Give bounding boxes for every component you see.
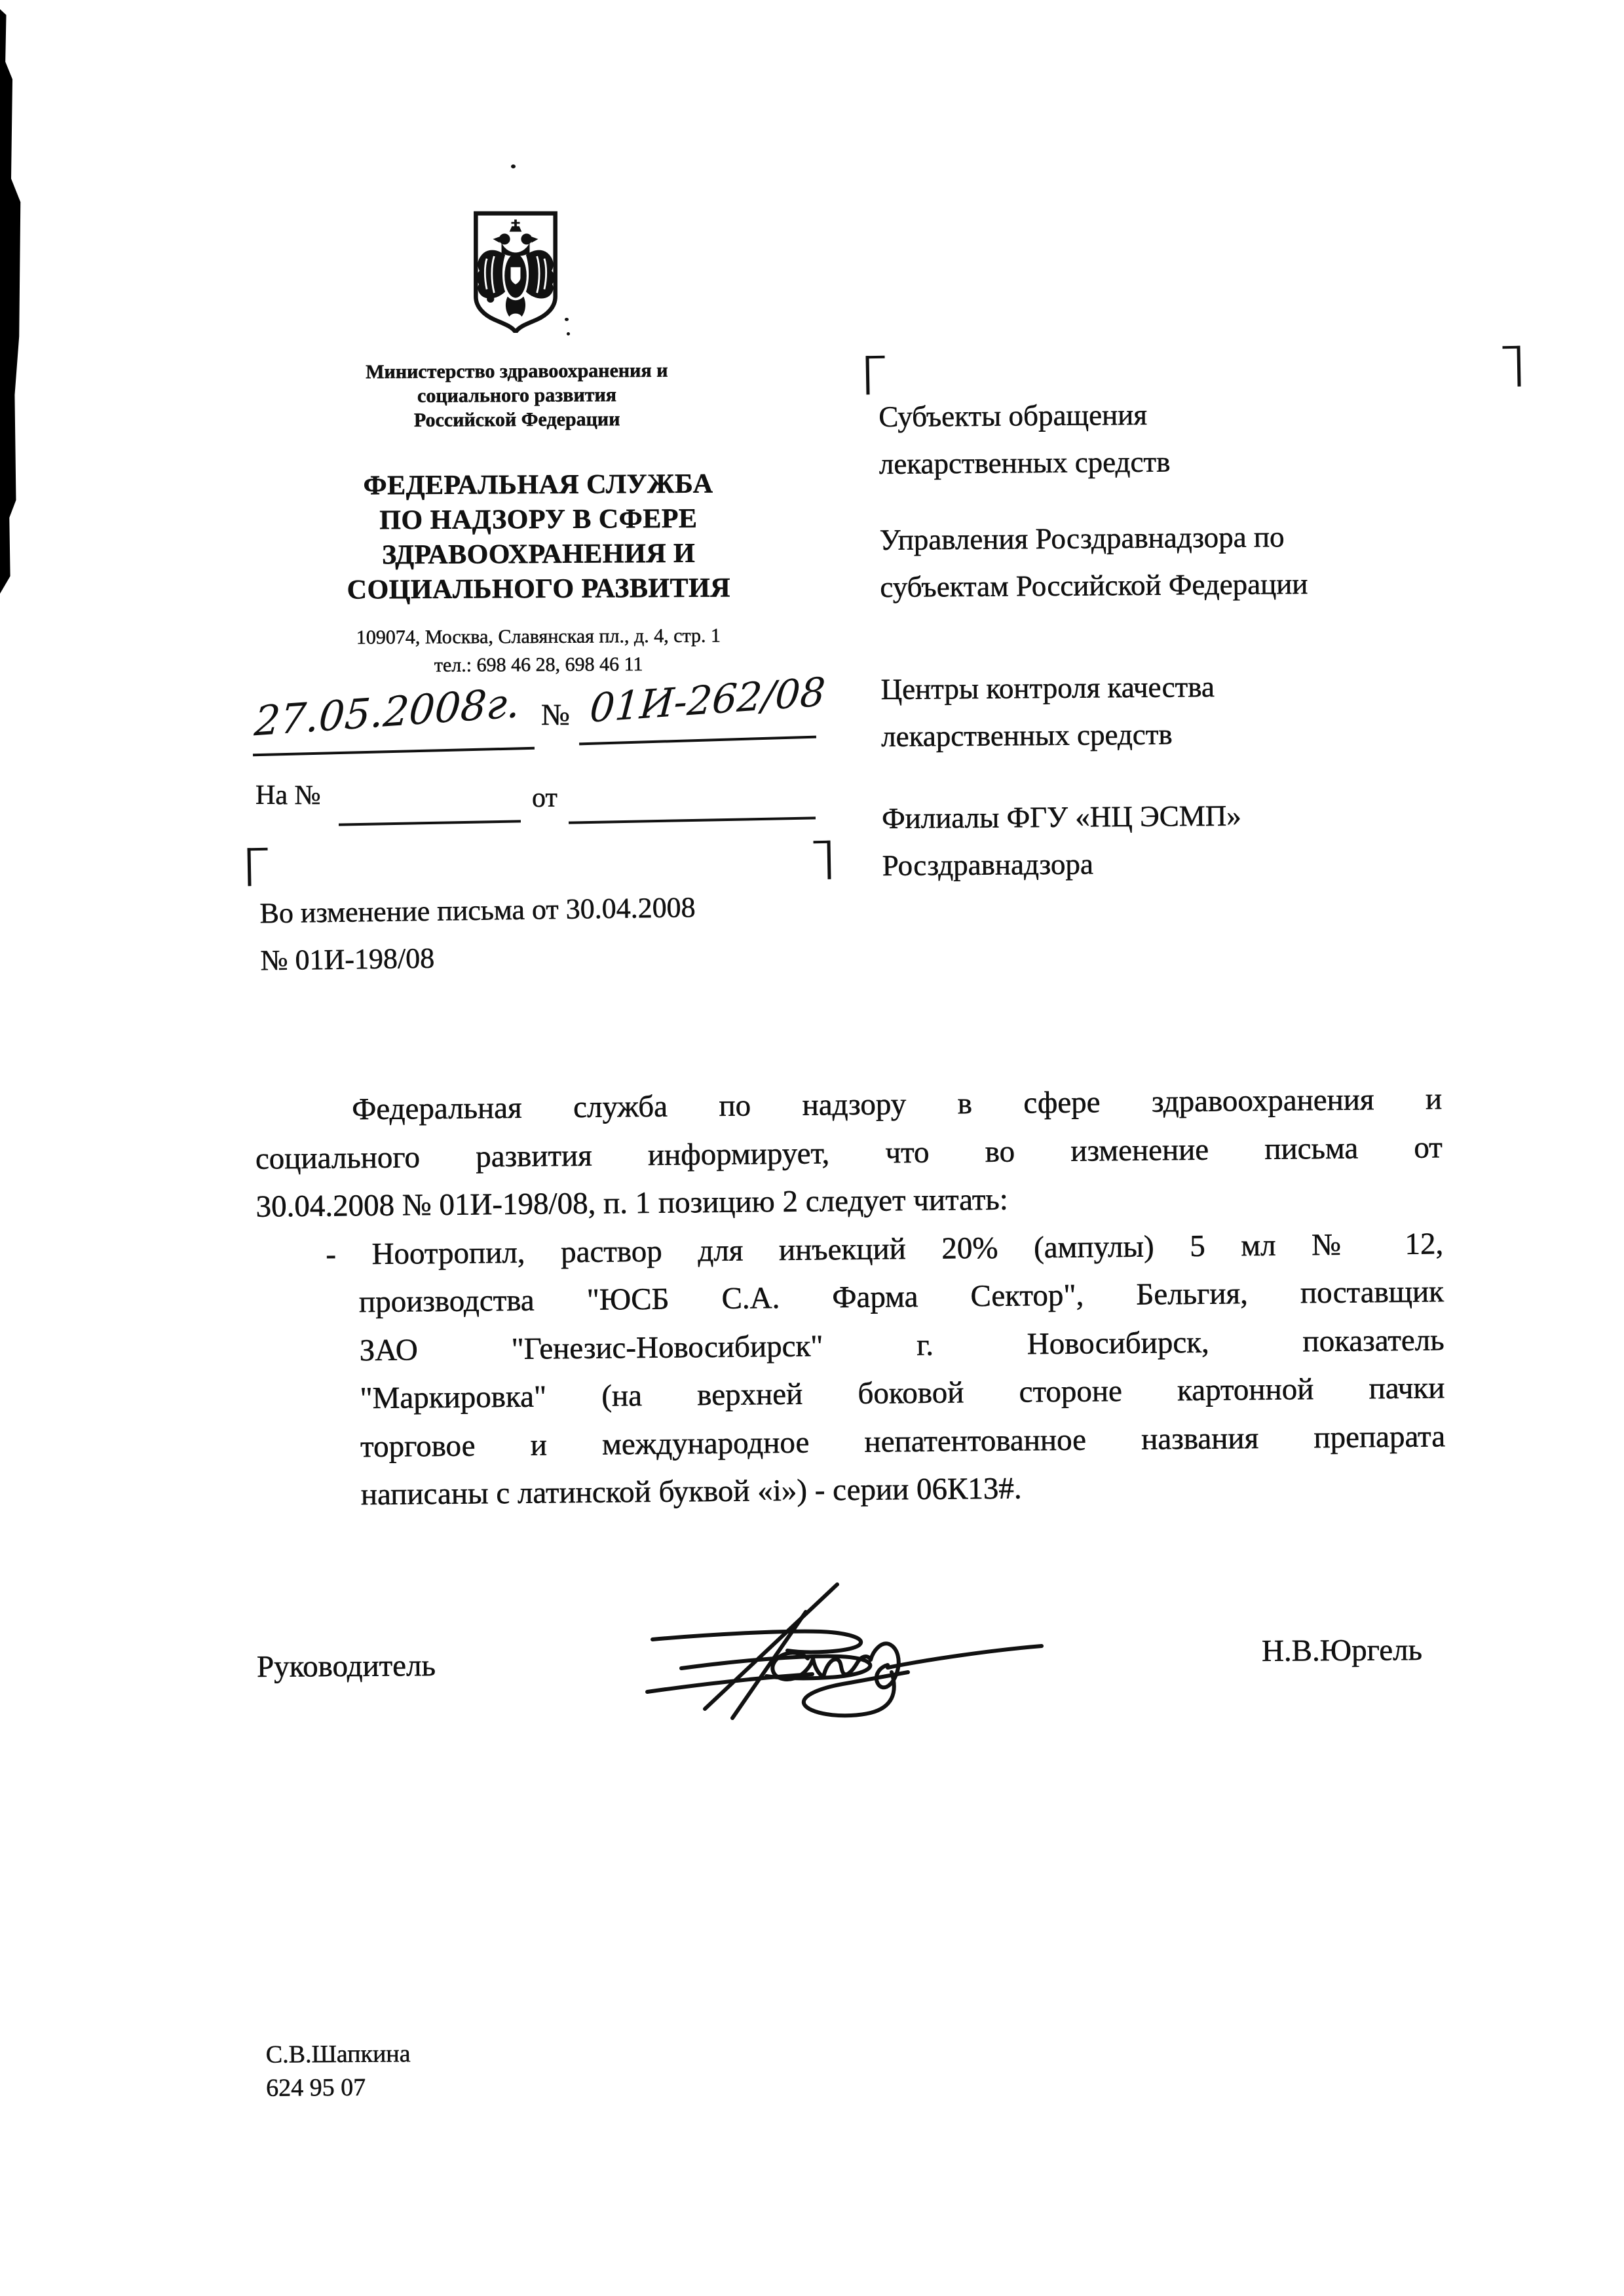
letter-body (255, 1075, 1446, 1520)
recipient-group (882, 790, 1551, 889)
body-line: производства "ЮСБ С.А. Фарма Сектор", Бельгия, поставщик (358, 1274, 1445, 1320)
reference-note-line: Во изменение письма от 30.04.2008 (259, 891, 696, 930)
body-line: 30.04.2008 № 01И-198/08, п. 1 позицию 2 следует читать: (255, 1182, 1009, 1224)
scan-speck (565, 318, 569, 321)
body-line: "Маркировка" (на верхней боковой стороне картонной пачки (360, 1371, 1445, 1416)
body-line: написаны с латинской буквой «i») - серии 06К13#. (360, 1471, 1022, 1512)
handwritten-date: 27.05.2008г. (252, 678, 522, 746)
service-line: ЗДРАВООХРАНЕНИЯ И (381, 538, 696, 571)
service-line: СОЦИАЛЬНОГО РАЗВИТИЯ (347, 573, 731, 605)
executor-block (266, 2037, 411, 2105)
reply-date-blank-line (569, 816, 816, 824)
russian-coat-of-arms-icon (470, 207, 561, 336)
body-line: социального развития информирует, что во изменение письма от (255, 1130, 1443, 1176)
signer-name: Н.В.Юргель (1261, 1633, 1423, 1668)
federal-service-title (273, 467, 804, 608)
reply-number-blank-line (339, 820, 521, 826)
reference-note (259, 882, 863, 985)
service-line: ПО НАДЗОРУ В СФЕРЕ (379, 503, 698, 536)
date-underline (253, 747, 535, 757)
body-line: ЗАО "Генезис-Новосибирск" г. Новосибирск, показатель (359, 1322, 1445, 1368)
executor-phone: 624 95 07 (266, 2073, 366, 2102)
recipient-line: лекарственных средств (878, 445, 1171, 481)
ministry-line: Российской Федерации (413, 408, 620, 431)
body-line: - Ноотропил, раствор для инъекций 20% (ампулы) 5 мл № 12, (326, 1226, 1444, 1272)
number-underline (579, 736, 816, 746)
recipient-group (880, 511, 1549, 611)
executor-name: С.В.Шапкина (265, 2040, 411, 2069)
recipient-line: Субъекты обращения (878, 398, 1148, 434)
service-line: ФЕДЕРАЛЬНАЯ СЛУЖБА (363, 469, 713, 501)
corner-bracket-top-left-icon (865, 356, 885, 394)
corner-bracket-top-right-icon (813, 841, 831, 879)
ministry-line: социального развития (417, 384, 617, 407)
corner-bracket-top-left-icon (247, 848, 268, 887)
reply-to-number-label: На № (255, 780, 321, 811)
reply-from-label: от (532, 783, 557, 813)
signer-title: Руководитель (256, 1649, 436, 1684)
scan-speck (567, 332, 570, 335)
recipient-group (878, 388, 1547, 488)
recipient-line: Центры контроля качества (880, 670, 1215, 706)
recipient-line: субъектам Российской Федерации (880, 567, 1308, 604)
ministry-line: Министерство здравоохранения и (366, 359, 668, 383)
body-line: торговое и международное непатентованное названия препарата (360, 1419, 1446, 1464)
letterhead-address: 109074, Москва, Славянская пл., д. 4, стр. 1 (356, 624, 721, 649)
letterhead-contacts (273, 621, 804, 680)
corner-bracket-top-right-icon (1502, 346, 1520, 387)
recipient-group (880, 660, 1549, 760)
reference-note-line: № 01И-198/08 (260, 942, 435, 977)
recipients-block (878, 388, 1551, 889)
scan-artifact-bar (0, 9, 22, 594)
body-line: Федеральная служба по надзору в сфере здравоохранения и (351, 1082, 1443, 1127)
letterhead-phone: тел.: 698 46 28, 698 46 11 (434, 653, 643, 676)
scan-speck (511, 164, 516, 168)
ministry-header (261, 358, 773, 433)
recipient-line: лекарственных средств (880, 718, 1173, 754)
handwritten-outgoing-number: 01И-262/08 (588, 669, 827, 732)
recipient-line: Филиалы ФГУ «НЦ ЭСМП» (881, 799, 1241, 835)
number-sign-label: № (541, 698, 570, 731)
recipient-line: Управления Росздравнадзора по (879, 520, 1285, 557)
recipient-line: Росздравнадзора (882, 847, 1094, 882)
handwritten-signature-icon (641, 1573, 1047, 1730)
